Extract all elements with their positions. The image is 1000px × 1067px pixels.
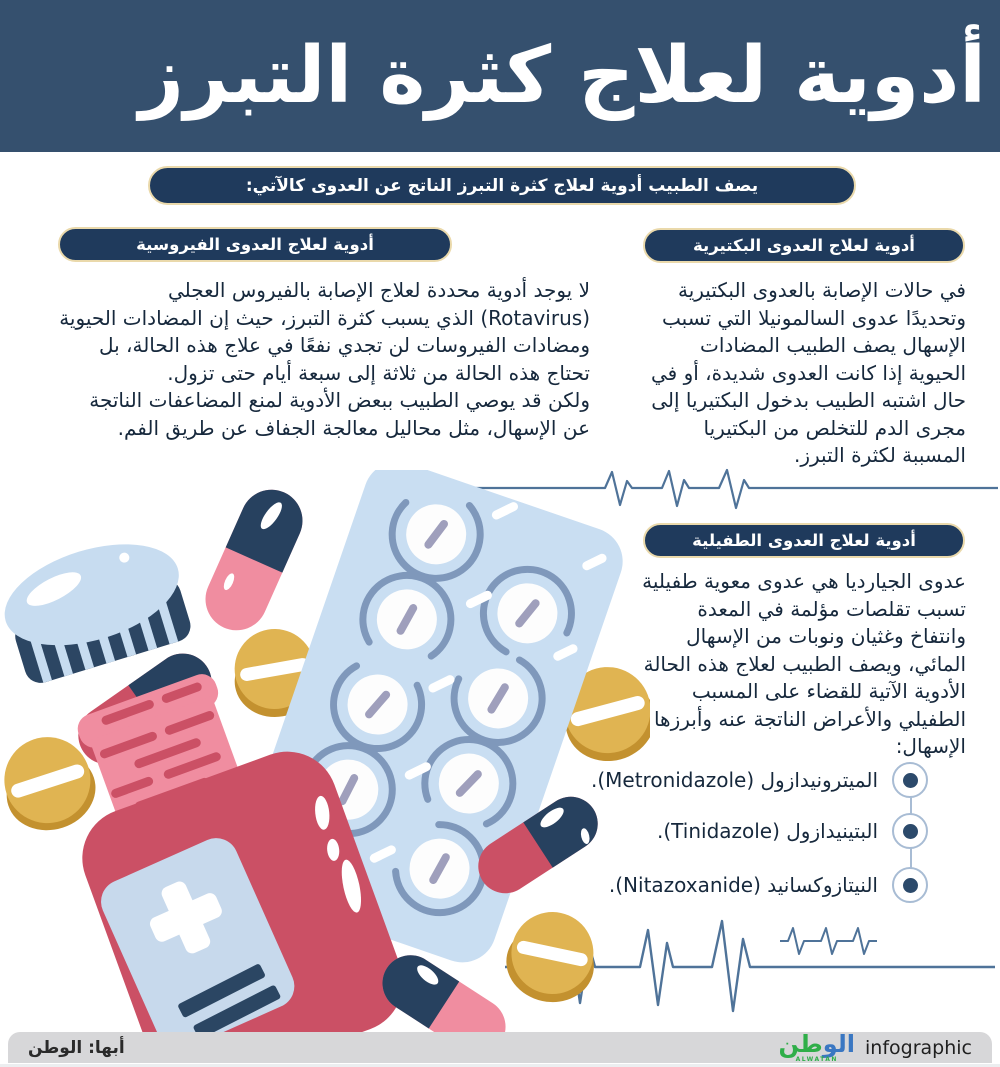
footer-brand — [779, 1032, 972, 1063]
section-title-bacterial — [643, 228, 965, 263]
bullet-circle-icon — [892, 762, 928, 798]
infographic-label: infographic — [865, 1036, 972, 1059]
alwatan-logo-latin: ALWATAN — [795, 1056, 838, 1063]
alwatan-logo-arabic: الوطن — [778, 1030, 856, 1058]
viral-paragraph-2: ولكن قد يوصي الطبيب ببعض الأدوية لمنع المضاعفات الناتجة عن الإسهال، مثل محاليل معالجة الجفاف عن طريق الفم. — [89, 388, 590, 440]
bullet-circle-icon — [892, 867, 928, 903]
section-body-viral — [58, 277, 590, 442]
section-title-bacterial-label: أدوية لعلاج العدوى البكتيرية — [693, 236, 915, 255]
pills-illustration — [0, 470, 650, 1040]
section-title-parasitic — [643, 523, 965, 558]
viral-paragraph-1: لا يوجد أدوية محددة لعلاج الإصابة بالفيروس العجلي (Rotavirus) الذي يسبب كثرة التبرز، حيث إن المضادات الحيوية ومضادات الفيروسات لن تجدي نفعًا في علاج هذه الحالة، بل تحتاج هذه الحالة من ثلاثة إلى سبعة أيام حتى تزول. — [59, 278, 590, 385]
intro-banner — [148, 166, 856, 205]
section-body-bacterial — [638, 277, 966, 470]
capsule-icon — [196, 480, 313, 640]
yellow-tablet-icon — [499, 904, 604, 1010]
parasitic-paragraph: عدوى الجيارديا هي عدوى معوية طفيلية تسبب تقلصات مؤلمة في المعدة وانتفاخ وغثيان ونوبات من الإسهال المائي، ويصف الطبيب لعلاج هذه الحالة الأدوية الآتية للقضاء على المسبب الطفيلي والأعراض الناتجة عنه وأبرزها الإسهال: — [642, 569, 966, 758]
section-title-parasitic-label: أدوية لعلاج العدوى الطفيلية — [692, 531, 916, 550]
alwatan-logo — [779, 1032, 856, 1063]
medication-label: النيتازوكسانيد (Nitazoxanide). — [608, 873, 878, 897]
header-band — [0, 0, 1000, 152]
bullet-circle-icon — [892, 813, 928, 849]
section-title-viral — [58, 227, 452, 262]
medication-label: الميترونيدازول (Metronidazole). — [590, 768, 878, 792]
bacterial-paragraph: في حالات الإصابة بالعدوى البكتيرية وتحديدًا عدوى السالمونيلا التي تسبب الإسهال يصف الطبيب المضادات الحيوية إذا كانت العدوى شديدة، أو في حال اشتبه الطبيب بدخول البكتيريا إلى مجرى الدم للتخلص من البكتيريا المسببة لكثرة التبرز. — [650, 278, 966, 467]
footer-bar — [8, 1032, 992, 1063]
page-title: أدوية لعلاج كثرة التبرز — [139, 31, 986, 121]
medication-label: البتينيدازول (Tinidazole). — [657, 819, 878, 843]
footer-credit: أبها: الوطن — [28, 1037, 125, 1058]
section-body-parasitic — [638, 568, 966, 761]
intro-text: يصف الطبيب أدوية لعلاج كثرة التبرز الناتج عن العدوى كالآتي: — [245, 175, 759, 196]
section-title-viral-label: أدوية لعلاج العدوى الفيروسية — [136, 235, 374, 254]
